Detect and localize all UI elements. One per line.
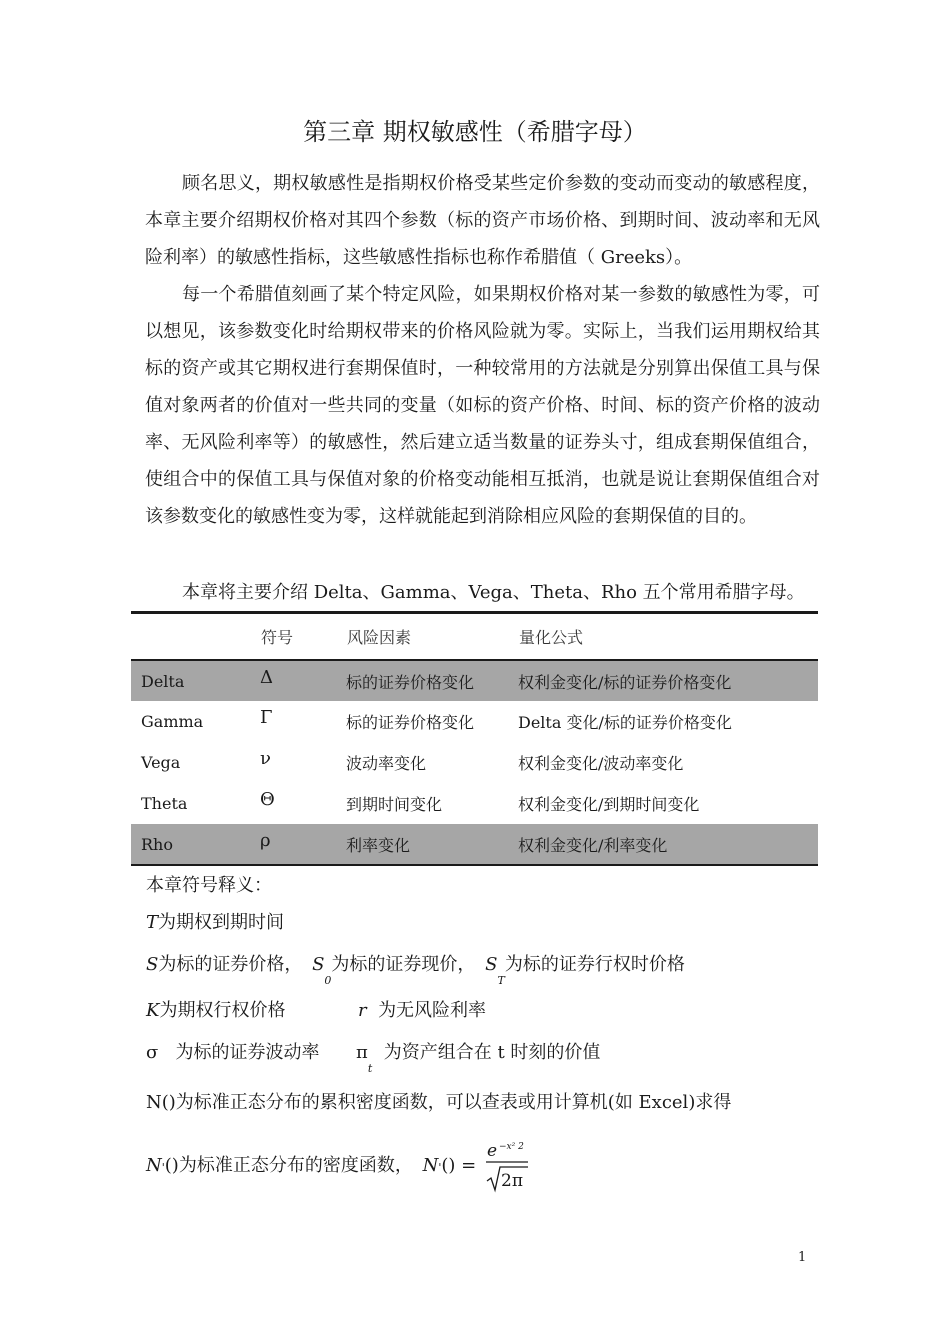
symbol-Nprime: N xyxy=(146,1155,162,1176)
table-header-cell: 符号 xyxy=(261,628,294,647)
greek-name: Vega xyxy=(141,753,181,772)
notation-T-text: 为期权到期时间 xyxy=(158,912,285,933)
notation-S xyxy=(146,950,685,987)
greek-name: Theta xyxy=(141,794,188,813)
paren-equals: () = xyxy=(441,1155,477,1176)
page-number: 1 xyxy=(798,1250,807,1265)
formula: 权利金变化/波动率变化 xyxy=(518,754,684,773)
symbol-S0: S xyxy=(312,954,325,975)
symbol-S: S xyxy=(146,954,159,975)
notation-heading: 本章符号释义： xyxy=(146,875,272,896)
table-row xyxy=(131,783,818,824)
table-header-cell: 量化公式 xyxy=(519,628,584,647)
notation-K xyxy=(146,996,285,1022)
table-header-row xyxy=(131,613,818,661)
greek-symbol: Θ xyxy=(260,789,275,810)
notation-pi-text: 为资产组合在 t 时刻的价值 xyxy=(383,1042,601,1063)
formula: 权利金变化/标的证券价格变化 xyxy=(518,660,818,701)
greek-symbol: ν xyxy=(260,748,271,769)
notation-sigma-text: 为标的证券波动率 xyxy=(175,1042,320,1063)
paren: () xyxy=(164,1155,179,1176)
formula: 权利金变化/到期时间变化 xyxy=(518,795,700,814)
symbol-S0-sub: 0 xyxy=(324,974,332,987)
notation-S-text: 为标的证券价格， xyxy=(158,954,303,975)
prime-mark: ' xyxy=(438,1161,442,1174)
formula: Delta 变化/标的证券价格变化 xyxy=(518,713,732,732)
notation-Nprime-text: 为标准正态分布的密度函数， xyxy=(178,1155,413,1176)
symbol-Nprime-eq: N xyxy=(422,1155,439,1176)
table-row xyxy=(131,824,818,865)
risk-factor: 到期时间变化 xyxy=(346,795,443,814)
table-header-cell: 风险因素 xyxy=(347,628,412,647)
greek-symbol: Δ xyxy=(260,666,273,688)
symbol-ST-sub: T xyxy=(497,974,505,987)
notation-pi xyxy=(356,1038,601,1075)
table-row xyxy=(131,660,818,701)
greek-symbol: ρ xyxy=(260,829,271,851)
symbol-K: K xyxy=(146,1000,160,1021)
symbol-r: r xyxy=(358,1000,367,1021)
hedging-paragraph: 每一个希腊值刻画了某个特定风险，如果期权价格对某一参数的敏感性为零，可以想见，该参数变化时给期权带来的价格风险就为零。实际上，当我们运用期权给其标的资产或其它期权进行套期保值时，一种较常用的方法就是分别算出保值工具与保值对象两者的价值对一些共同的变量（如标的资产价格、时间、标的资产价格的波动率、无风险利率等）的敏感性，然后建立适当数量的证券头寸，组成套期保值组合，使组合中的保值工具与保值对象的价格变动能相互抵消，也就是说让套期保值组合对该参数变化的敏感性变为零，这样就能起到消除相应风险的套期保值的目的。 xyxy=(145,284,820,527)
notation-S0-text: 为标的证券现价， xyxy=(331,954,476,975)
risk-factor: 标的证券价格变化 xyxy=(346,713,475,732)
risk-factor: 标的证券价格变化 xyxy=(346,660,518,701)
table-row xyxy=(131,742,818,783)
notation-r-text: 为无风险利率 xyxy=(378,1000,487,1021)
risk-factor: 利率变化 xyxy=(346,824,518,865)
greek-symbol: Γ xyxy=(260,707,273,728)
greek-name: Rho xyxy=(131,824,260,865)
notation-T xyxy=(146,908,284,934)
density-fraction xyxy=(484,1138,530,1198)
notation-K-text: 为期权行权价格 xyxy=(159,1000,286,1021)
symbol-T: T xyxy=(146,912,159,933)
symbol-ST: S xyxy=(485,954,498,975)
greeks-list-paragraph: 本章将主要介绍 Delta、Gamma、Vega、Theta、Rho 五个常用希腊字母。 xyxy=(182,582,805,603)
notation-ST-text: 为标的证券行权时价格 xyxy=(504,954,685,975)
prime-mark: ' xyxy=(161,1161,165,1174)
symbol-pi-sub: t xyxy=(367,1062,373,1075)
greeks-table xyxy=(131,611,818,866)
greek-name: Gamma xyxy=(141,712,204,731)
notation-N: N()为标准正态分布的累积密度函数，可以查表或用计算机(如 Excel)求得 xyxy=(146,1092,732,1113)
notation-sigma xyxy=(146,1038,319,1064)
notation-Nprime xyxy=(146,1151,476,1177)
symbol-sigma: σ xyxy=(146,1042,159,1063)
table-row xyxy=(131,701,818,742)
fraction-numerator-exponent: −x² 2 xyxy=(499,1142,524,1152)
fraction-numerator-e: e xyxy=(487,1141,498,1161)
greek-name: Delta xyxy=(131,660,260,701)
chapter-title: 第三章 期权敏感性（希腊字母） xyxy=(303,118,647,146)
intro-paragraph: 顾名思义，期权敏感性是指期权价格受某些定价参数的变动而变动的敏感程度，本章主要介绍期权价格对其四个参数（标的资产市场价格、到期时间、波动率和无风险利率）的敏感性指标，这些敏感性指标也称作希腊值（ Greeks）。 xyxy=(145,173,820,268)
table-header-cell xyxy=(131,613,260,661)
notation-r xyxy=(358,996,486,1022)
symbol-pi: π xyxy=(356,1042,368,1063)
fraction-denominator: 2π xyxy=(501,1171,523,1191)
formula: 权利金变化/利率变化 xyxy=(518,824,818,865)
risk-factor: 波动率变化 xyxy=(346,754,427,773)
